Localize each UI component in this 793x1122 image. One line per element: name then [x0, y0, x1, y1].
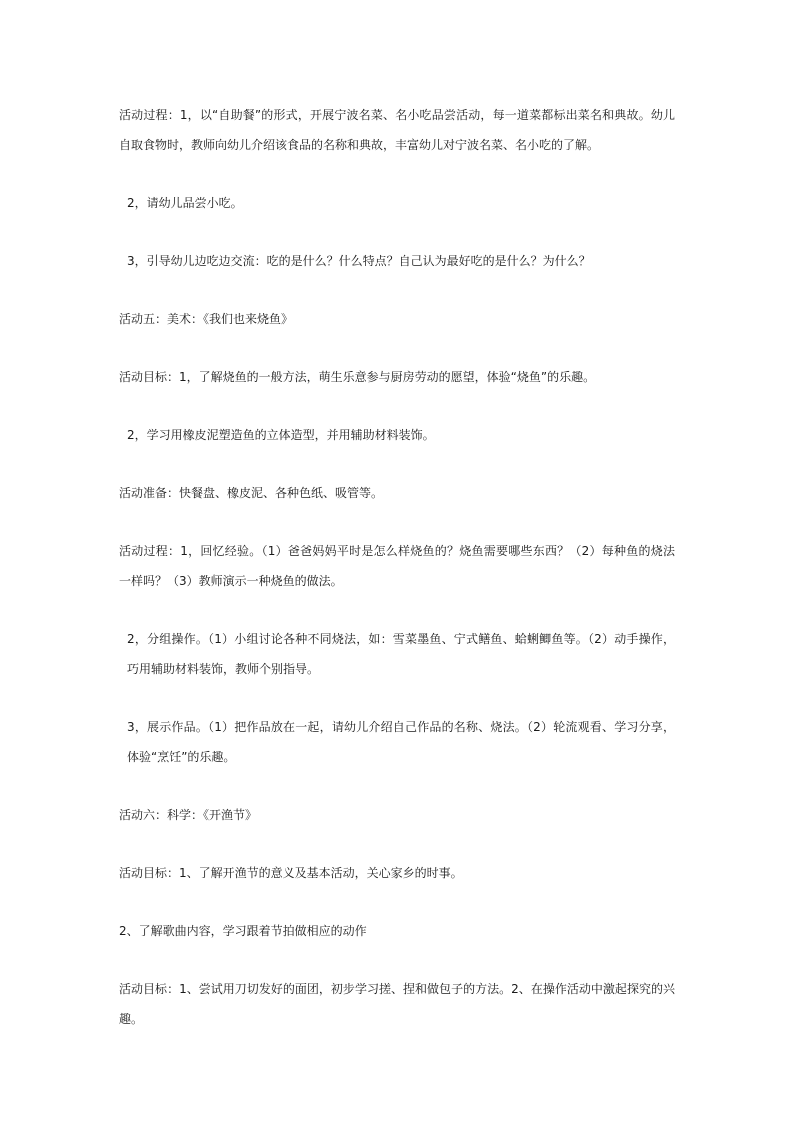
paragraph-dough-goal: 活动目标：1、尝试用刀切发好的面团，初步学习搓、捏和做包子的方法。2、在操作活动中激起探究的兴趣。	[119, 982, 675, 1026]
paragraph-activity-process-3: 3，引导幼儿边吃边交流：吃的是什么？什么特点？自己认为最好吃的是什么？为什么？	[127, 254, 591, 268]
document-body	[119, 100, 675, 1034]
paragraph-activity-goal-2: 2，学习用橡皮泥塑造鱼的立体造型，并用辅助材料装饰。	[127, 428, 435, 442]
paragraph-fish-process-3: 3，展示作品。（1）把作品放在一起，请幼儿介绍自己作品的名称、烧法。（2）轮流观看、学习分享，体验“烹饪”的乐趣。	[127, 720, 675, 764]
paragraph-activity-goal-1: 活动目标：1，了解烧鱼的一般方法，萌生乐意参与厨房劳动的愿望，体验“烧鱼”的乐趣。	[119, 370, 596, 384]
heading-activity-six: 活动六：科学：《开渔节》	[119, 808, 258, 822]
paragraph-activity-process-1: 活动过程：1，以“自助餐”的形式，开展宁波名菜、名小吃品尝活动，每一道菜都标出菜名和典故。幼儿自取食物时，教师向幼儿介绍该食品的名称和典故，丰富幼儿对宁波名菜、名小吃的了解。	[119, 108, 675, 152]
paragraph-fish-process-1: 活动过程：1，回忆经验。（1）爸爸妈妈平时是怎么样烧鱼的？烧鱼需要哪些东西？（2）每种鱼的烧法一样吗？（3）教师演示一种烧鱼的做法。	[119, 544, 675, 588]
paragraph-activity-process-2: 2，请幼儿品尝小吃。	[127, 196, 243, 210]
paragraph-activity-preparation: 活动准备：快餐盘、橡皮泥、各种色纸、吸管等。	[119, 486, 384, 500]
paragraph-fish-process-2: 2，分组操作。（1）小组讨论各种不同烧法，如：雪菜墨鱼、宁式鳝鱼、蛤蜊鲫鱼等。（2）动手操作，巧用辅助材料装饰，教师个别指导。	[127, 632, 675, 676]
paragraph-fishing-goal-1: 活动目标：1、了解开渔节的意义及基本活动，关心家乡的时事。	[119, 866, 463, 880]
heading-activity-five: 活动五：美术：《我们也来烧鱼》	[119, 312, 294, 326]
paragraph-fishing-goal-2: 2、了解歌曲内容，学习跟着节拍做相应的动作	[119, 924, 367, 938]
